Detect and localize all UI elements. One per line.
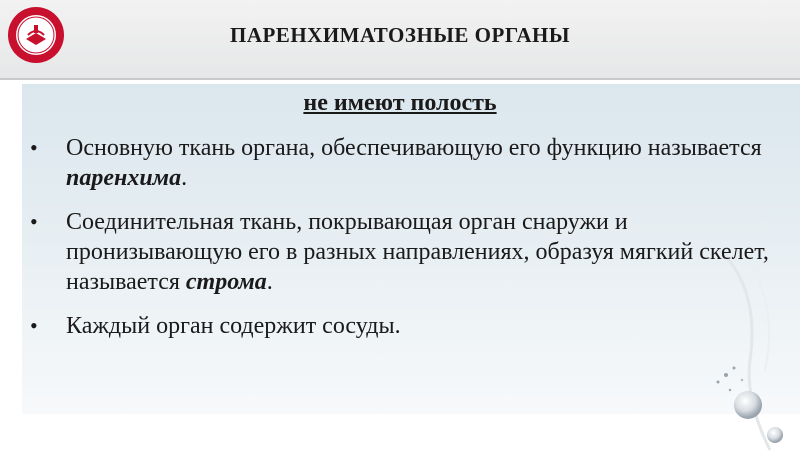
bullet-dot-icon: • [30, 135, 38, 160]
bullet-list [30, 133, 780, 355]
bullet-text: Каждый орган содержит сосуды. [66, 313, 401, 339]
header-bar [0, 0, 800, 80]
term-parenchyma: паренхима [66, 165, 182, 191]
bullet-text-end: . [181, 165, 188, 191]
list-item [30, 311, 780, 341]
list-item [30, 207, 780, 297]
bullet-dot-icon: • [30, 209, 38, 234]
list-item [30, 133, 780, 193]
header-divider [0, 78, 800, 80]
subtitle: не имеют полость [303, 90, 497, 116]
bullet-text: Соединительная ткань, покрывающая орган снаружи и пронизывающую его в разных направлениях, образуя мягкий скелет, называется [66, 209, 769, 295]
bullet-text: Основную ткань органа, обеспечивающую его функцию называется [66, 135, 762, 161]
page-title: ПАРЕНХИМАТОЗНЫЕ ОРГАНЫ [229, 23, 571, 47]
bullet-dot-icon: • [30, 313, 38, 338]
bullet-text-end: . [266, 269, 273, 295]
term-stroma: строма [185, 269, 267, 295]
